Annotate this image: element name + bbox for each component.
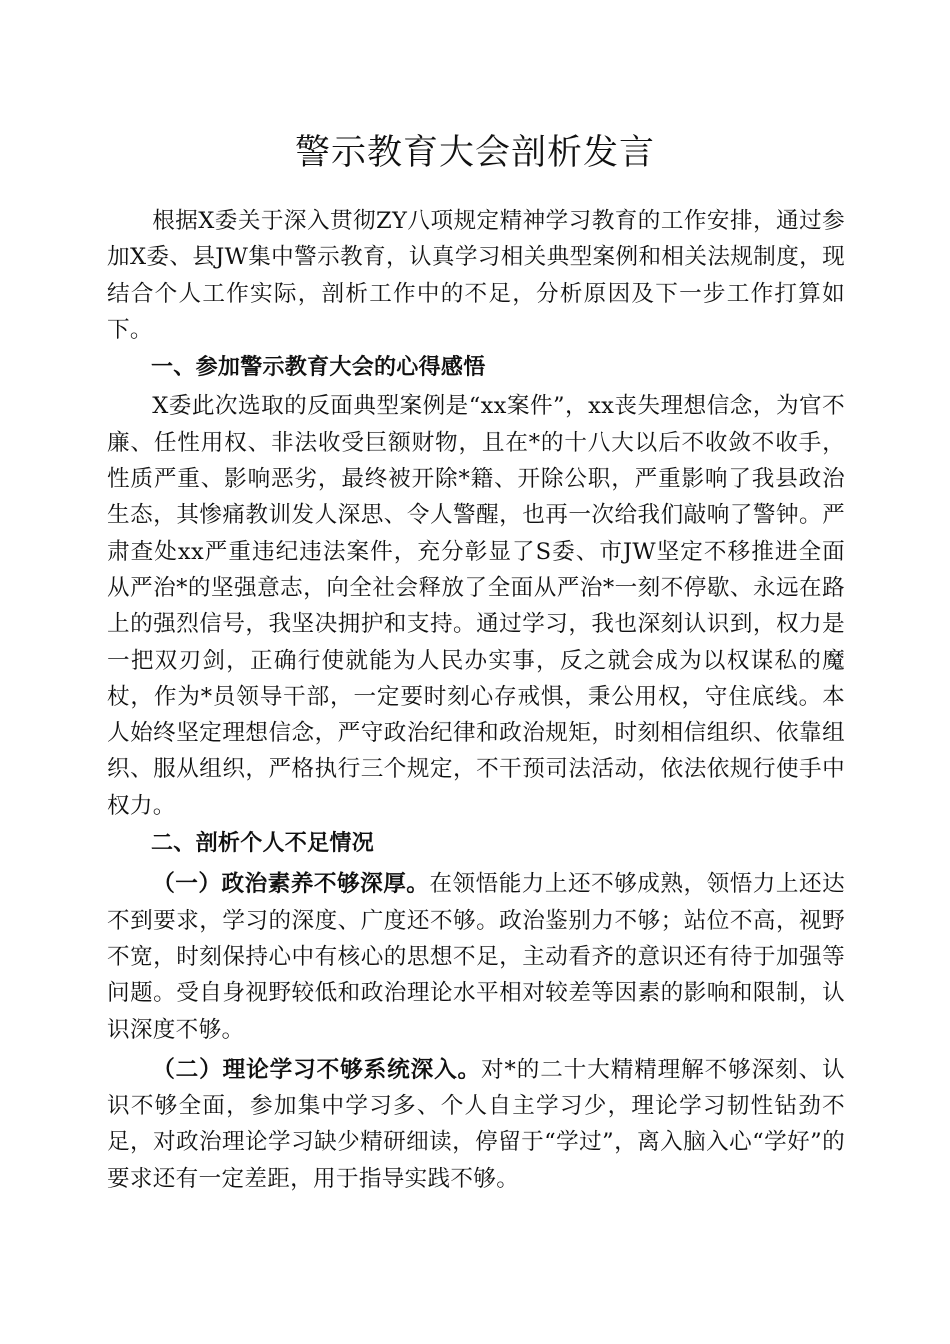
- section-1-paragraph: X委此次选取的反面典型案例是“xx案件”，xx丧失理想信念，为官不廉、任性用权、非法收受巨额财物，且在*的十八大以后不收敛不收手，性质严重、影响恶劣，最终被开除*籍、开除公职，严重影响了我县政治生态，其惨痛教训发人深思、令人警醒，也再一次给我们敲响了警钟。严肃查处xx严重违纪违法案件，充分彰显了S委、市JW坚定不移推进全面从严治*的坚强意志，向全社会释放了全面从严治*一刻不停歇、永远在路上的强烈信号，我坚决拥护和支持。通过学习，我也深刻认识到，权力是一把双刃剑，正确行使就能为人民办实事，反之就会成为以权谋私的魔杖，作为*员领导干部，一定要时刻心存戒惧，秉公用权，守住底线。本人始终坚定理想信念，严守政治纪律和政治规矩，时刻相信组织、依靠组织、服从组织，严格执行三个规定，不干预司法活动，依法依规行使手中权力。: [107, 393, 845, 819]
- section-1-heading: 一、参加警示教育大会的心得感悟: [151, 355, 486, 381]
- document-title: 警示教育大会剖析发言: [294, 133, 655, 173]
- section-2-item-1: [107, 866, 845, 1047]
- item-1-lead: （一）政治素养不够深厚。: [152, 871, 430, 898]
- item-2-body: 对*的二十大精精理解不够深刻、认识不够全面，参加集中学习多、个人自主学习少，理论学习韧性钻劲不足，对政治理论学习缺少精研细读，停留于“学过”，离入脑入心“学好”的要求还有一定差距，用于指导实践不够。: [107, 1056, 845, 1192]
- intro-paragraph: 根据X委关于深入贯彻ZY八项规定精神学习教育的工作安排，通过参加X委、县JW集中警示教育，认真学习相关典型案例和相关法规制度，现结合个人工作实际，剖析工作中的不足，分析原因及下一步工作打算如下。: [107, 208, 845, 343]
- section-2-heading: 二、剖析个人不足情况: [151, 831, 375, 857]
- document-body: [107, 203, 845, 1197]
- section-2-item-2: [107, 1052, 845, 1197]
- item-1-body: 在领悟能力上还不够成熟，领悟力上还达不到要求，学习的深度、广度还不够。政治鉴别力不够；站位不高，视野不宽，时刻保持心中有核心的思想不足，主动看齐的意识还有待于加强等问题。受自身视野较低和政治理论水平相对较差等因素的影响和限制，认识深度不够。: [107, 871, 845, 1043]
- item-2-lead: （二）理论学习不够系统深入。: [152, 1056, 482, 1083]
